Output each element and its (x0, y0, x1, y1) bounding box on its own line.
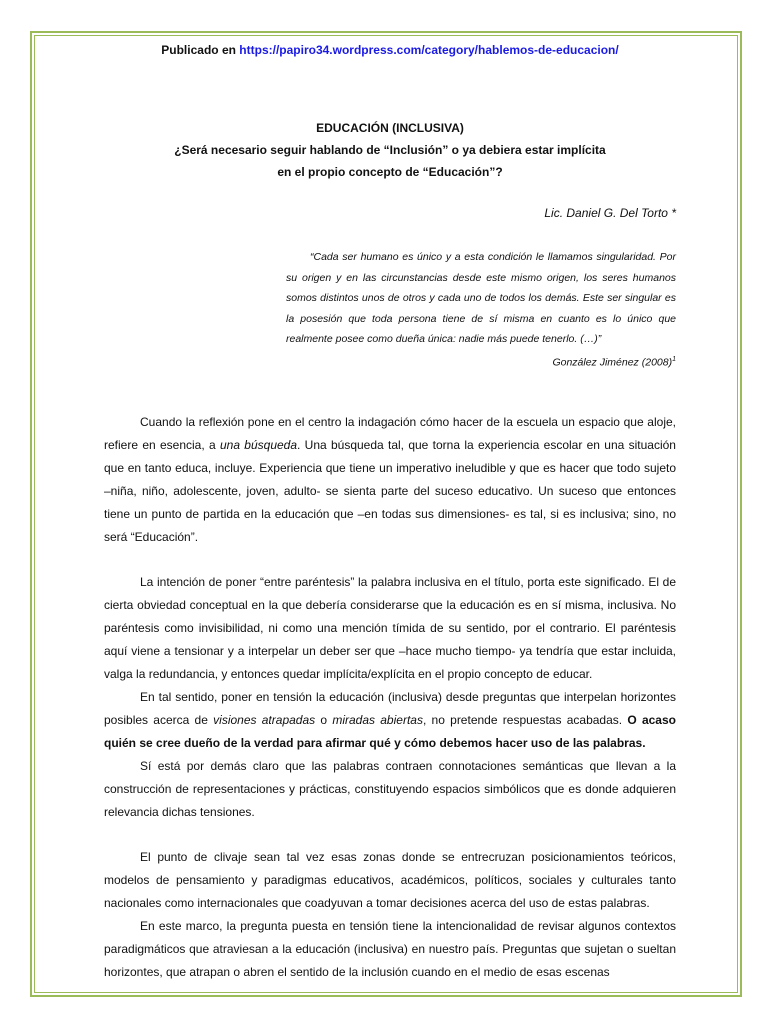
published-label: Publicado en (161, 43, 236, 57)
paragraph-1: Cuando la reflexión pone en el centro la indagación cómo hacer de la escuela un espacio que aloje, refiere en esencia, a una búsqueda. Una búsqueda tal, que torna la experiencia escolar en una situación que en tanto educa, incluye. Experiencia que tiene un imperativo ineludible y que es hacer que todo sujeto –niña, niño, adolescente, joven, adulto- se sienta parte del suceso educativo. Un suceso que entonces tiene un punto de partida en la educación que –en todas sus dimensiones- es tal, si es inclusiva; sino, no será “Educación”. (104, 415, 676, 544)
title-line-1: EDUCACIÓN (INCLUSIVA) (316, 121, 464, 135)
author: Lic. Daniel G. Del Torto * (544, 206, 676, 220)
title-block (104, 117, 676, 183)
paragraph-6: En este marco, la pregunta puesta en tensión tiene la intencionalidad de revisar algunos contextos paradigmáticos que atraviesan a la educación (inclusiva) en nuestro país. Preguntas que sujetan o sueltan horizontes, que atrapan o abren el sentido de la inclusión cuando en el medio de esas escenas (104, 919, 676, 979)
epigraph-quote (286, 247, 676, 373)
body-text (104, 411, 676, 984)
paragraph-2: La intención de poner “entre paréntesis” la palabra inclusiva en el título, porta este significado. El de cierta obviedad conceptual en la que debería considerarse que la educación es en sí misma, inclusiva. No paréntesis como invisibilidad, ni como una mención tímida de su sentido, por el contrario. El paréntesis aquí viene a tensionar y a interpelar un deber ser que –hace mucho tiempo- ya tendría que estar incluida, valga la redundancia, y entonces quedar implícita/explícita en el propio concepto de educar. (104, 575, 676, 681)
published-link[interactable]: https://papiro34.wordpress.com/category/hablemos-de-educacion/ (239, 43, 619, 57)
quote-citation (286, 350, 676, 373)
quote-text: “Cada ser humano es único y a esta condición le llamamos singularidad. Por su origen y en las circunstancias desde este mismo origen, los seres humanos somos distintos unos de otros y cada uno de todos los demás. Este ser singular es la posesión que toda persona tiene de sí misma en cuanto es lo único que realmente posee como dueña única: nadie más puede tenerlo. (…)” (286, 251, 676, 345)
published-line (104, 43, 676, 57)
quote-source: González Jiménez (2008) (552, 356, 673, 368)
footnote-marker[interactable]: 1 (672, 355, 676, 363)
title-line-3: en el propio concepto de “Educación”? (277, 165, 503, 179)
paragraph-4: Sí está por demás claro que las palabras contraen connotaciones semánticas que llevan a la construcción de representaciones y prácticas, constituyendo espacios simbólicos que es donde adquieren relevancia dichas tensiones. (104, 759, 676, 819)
paragraph-3: En tal sentido, poner en tensión la educación (inclusiva) desde preguntas que interpelan horizontes posibles acerca de visiones atrapadas o miradas abiertas, no pretende respuestas acabadas. O acaso quién se cree dueño de la verdad para afirmar qué y cómo debemos hacer uso de las palabras. (104, 690, 676, 750)
paragraph-5: El punto de clivaje sean tal vez esas zonas donde se entrecruzan posicionamientos teóricos, modelos de pensamiento y paradigmas educativos, académicos, políticos, sociales y culturales tanto nacionales como internacionales que coadyuvan a tomar decisiones acerca del uso de estas palabras. (104, 850, 676, 910)
title-line-2: ¿Será necesario seguir hablando de “Inclusión” o ya debiera estar implícita (174, 143, 606, 157)
